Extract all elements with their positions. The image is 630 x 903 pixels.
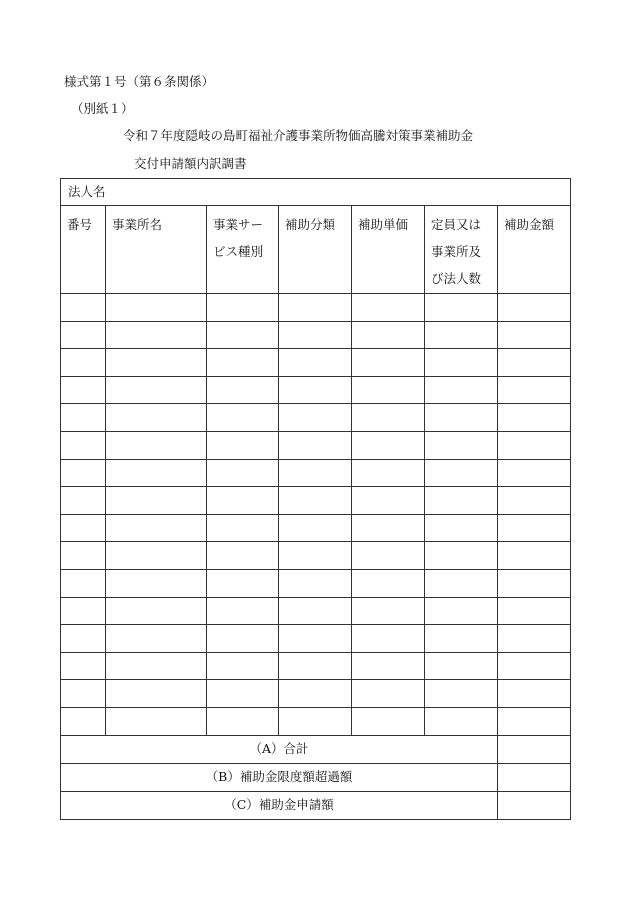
cell-office-name[interactable] — [106, 349, 207, 377]
cell-capacity[interactable] — [425, 404, 498, 432]
cell-subsidy-amount[interactable] — [498, 404, 571, 432]
summary-value-a[interactable] — [498, 735, 571, 763]
cell-capacity[interactable] — [425, 542, 498, 570]
cell-number[interactable] — [61, 569, 106, 597]
cell-subsidy-category[interactable] — [279, 597, 352, 625]
cell-subsidy-amount[interactable] — [498, 597, 571, 625]
cell-capacity[interactable] — [425, 707, 498, 735]
cell-unit-price[interactable] — [352, 680, 425, 708]
cell-subsidy-category[interactable] — [279, 294, 352, 322]
cell-unit-price[interactable] — [352, 376, 425, 404]
cell-number[interactable] — [61, 459, 106, 487]
cell-subsidy-category[interactable] — [279, 349, 352, 377]
cell-subsidy-amount[interactable] — [498, 431, 571, 459]
cell-subsidy-category[interactable] — [279, 487, 352, 515]
document-subtitle: 交付申請額内訳調書 — [134, 156, 247, 171]
cell-office-name[interactable] — [106, 459, 207, 487]
cell-subsidy-amount[interactable] — [498, 625, 571, 653]
cell-capacity[interactable] — [425, 652, 498, 680]
table-row — [61, 569, 571, 597]
cell-unit-price[interactable] — [352, 514, 425, 542]
table-row — [61, 294, 571, 322]
cell-subsidy-category[interactable] — [279, 459, 352, 487]
table-row — [61, 321, 571, 349]
cell-office-name[interactable] — [106, 597, 207, 625]
header-cell-capacity: 定員又は 事業所及 び法人数 — [425, 206, 498, 294]
header-cell-subsidy-amount: 補助金額 — [498, 206, 571, 294]
table-row — [61, 542, 571, 570]
cell-number[interactable] — [61, 625, 106, 653]
cell-subsidy-category[interactable] — [279, 680, 352, 708]
cell-number[interactable] — [61, 487, 106, 515]
cell-office-name[interactable] — [106, 680, 207, 708]
corporation-row — [61, 179, 571, 206]
cell-capacity[interactable] — [425, 487, 498, 515]
table-row — [61, 459, 571, 487]
corporation-name-cell[interactable] — [61, 179, 571, 206]
cell-service-type[interactable] — [207, 376, 279, 404]
cell-number[interactable] — [61, 349, 106, 377]
cell-subsidy-amount[interactable] — [498, 542, 571, 570]
cell-subsidy-category[interactable] — [279, 542, 352, 570]
cell-office-name[interactable] — [106, 404, 207, 432]
cell-subsidy-category[interactable] — [279, 569, 352, 597]
cell-unit-price[interactable] — [352, 459, 425, 487]
cell-capacity[interactable] — [425, 349, 498, 377]
summary-value-b[interactable] — [498, 763, 571, 791]
cell-number[interactable] — [61, 514, 106, 542]
cell-number[interactable] — [61, 542, 106, 570]
cell-service-type[interactable] — [207, 404, 279, 432]
cell-capacity[interactable] — [425, 625, 498, 653]
cell-unit-price[interactable] — [352, 404, 425, 432]
cell-number[interactable] — [61, 597, 106, 625]
table-row — [61, 487, 571, 515]
cell-service-type[interactable] — [207, 625, 279, 653]
table-row — [61, 349, 571, 377]
attachment-label: （別紙１） — [71, 101, 134, 116]
cell-subsidy-amount[interactable] — [498, 514, 571, 542]
cell-unit-price[interactable] — [352, 349, 425, 377]
cell-office-name[interactable] — [106, 625, 207, 653]
table-row — [61, 680, 571, 708]
table-row — [61, 431, 571, 459]
cell-subsidy-amount[interactable] — [498, 680, 571, 708]
header-cell-subsidy-category: 補助分類 — [279, 206, 352, 294]
cell-service-type[interactable] — [207, 542, 279, 570]
cell-subsidy-category[interactable] — [279, 376, 352, 404]
cell-subsidy-amount[interactable] — [498, 487, 571, 515]
cell-capacity[interactable] — [425, 680, 498, 708]
cell-service-type[interactable] — [207, 680, 279, 708]
cell-subsidy-amount[interactable] — [498, 294, 571, 322]
cell-subsidy-category[interactable] — [279, 652, 352, 680]
cell-office-name[interactable] — [106, 542, 207, 570]
cell-office-name[interactable] — [106, 294, 207, 322]
cell-unit-price[interactable] — [352, 707, 425, 735]
cell-office-name[interactable] — [106, 707, 207, 735]
header-cell-unit-price: 補助単価 — [352, 206, 425, 294]
cell-number[interactable] — [61, 431, 106, 459]
cell-office-name[interactable] — [106, 376, 207, 404]
cell-subsidy-amount[interactable] — [498, 652, 571, 680]
summary-row-a-total — [61, 735, 571, 763]
cell-number[interactable] — [61, 294, 106, 322]
cell-service-type[interactable] — [207, 569, 279, 597]
cell-subsidy-category[interactable] — [279, 514, 352, 542]
cell-unit-price[interactable] — [352, 487, 425, 515]
table-row — [61, 597, 571, 625]
cell-number[interactable] — [61, 404, 106, 432]
cell-subsidy-category[interactable] — [279, 707, 352, 735]
table-row — [61, 404, 571, 432]
summary-label-c: （C）補助金申請額 — [61, 791, 498, 819]
cell-service-type[interactable] — [207, 459, 279, 487]
cell-number[interactable] — [61, 376, 106, 404]
summary-row-c-request — [61, 791, 571, 819]
cell-service-type[interactable] — [207, 431, 279, 459]
table-row — [61, 625, 571, 653]
table-row — [61, 514, 571, 542]
cell-office-name[interactable] — [106, 514, 207, 542]
cell-subsidy-category[interactable] — [279, 404, 352, 432]
cell-service-type[interactable] — [207, 514, 279, 542]
cell-capacity[interactable] — [425, 597, 498, 625]
cell-number[interactable] — [61, 652, 106, 680]
form-number-label: 様式第１号（第６条関係） — [64, 74, 215, 89]
cell-service-type[interactable] — [207, 597, 279, 625]
header-cell-service-type: 事業サー ビス種別 — [207, 206, 279, 294]
cell-unit-price[interactable] — [352, 431, 425, 459]
cell-subsidy-amount[interactable] — [498, 459, 571, 487]
cell-unit-price[interactable] — [352, 294, 425, 322]
cell-capacity[interactable] — [425, 294, 498, 322]
summary-value-c[interactable] — [498, 791, 571, 819]
cell-capacity[interactable] — [425, 431, 498, 459]
cell-subsidy-amount[interactable] — [498, 569, 571, 597]
cell-capacity[interactable] — [425, 321, 498, 349]
summary-label-a: （A）合計 — [61, 735, 498, 763]
document-title: 令和７年度隠岐の島町福祉介護事業所物価高騰対策事業補助金 — [123, 128, 474, 143]
cell-office-name[interactable] — [106, 321, 207, 349]
column-header-row — [61, 206, 571, 294]
cell-subsidy-amount[interactable] — [498, 376, 571, 404]
cell-unit-price[interactable] — [352, 321, 425, 349]
cell-unit-price[interactable] — [352, 542, 425, 570]
breakdown-table — [60, 178, 571, 820]
summary-label-b: （B）補助金限度額超過額 — [61, 763, 498, 791]
corporation-name-label: 法人名 — [68, 184, 106, 199]
cell-number[interactable] — [61, 707, 106, 735]
header-cell-office-name: 事業所名 — [106, 206, 207, 294]
summary-row-b-excess — [61, 763, 571, 791]
cell-unit-price[interactable] — [352, 597, 425, 625]
cell-service-type[interactable] — [207, 294, 279, 322]
cell-subsidy-category[interactable] — [279, 321, 352, 349]
cell-subsidy-category[interactable] — [279, 431, 352, 459]
cell-unit-price[interactable] — [352, 652, 425, 680]
cell-office-name[interactable] — [106, 569, 207, 597]
cell-office-name[interactable] — [106, 431, 207, 459]
cell-capacity[interactable] — [425, 569, 498, 597]
cell-number[interactable] — [61, 321, 106, 349]
cell-capacity[interactable] — [425, 459, 498, 487]
cell-subsidy-amount[interactable] — [498, 707, 571, 735]
cell-unit-price[interactable] — [352, 569, 425, 597]
cell-service-type[interactable] — [207, 321, 279, 349]
cell-service-type[interactable] — [207, 349, 279, 377]
header-cell-number: 番号 — [61, 206, 106, 294]
cell-number[interactable] — [61, 680, 106, 708]
cell-service-type[interactable] — [207, 652, 279, 680]
cell-unit-price[interactable] — [352, 625, 425, 653]
cell-capacity[interactable] — [425, 514, 498, 542]
cell-service-type[interactable] — [207, 707, 279, 735]
cell-service-type[interactable] — [207, 487, 279, 515]
table-row — [61, 652, 571, 680]
table-row — [61, 707, 571, 735]
cell-subsidy-category[interactable] — [279, 625, 352, 653]
cell-office-name[interactable] — [106, 652, 207, 680]
table-row — [61, 376, 571, 404]
cell-subsidy-amount[interactable] — [498, 349, 571, 377]
cell-capacity[interactable] — [425, 376, 498, 404]
cell-office-name[interactable] — [106, 487, 207, 515]
cell-subsidy-amount[interactable] — [498, 321, 571, 349]
